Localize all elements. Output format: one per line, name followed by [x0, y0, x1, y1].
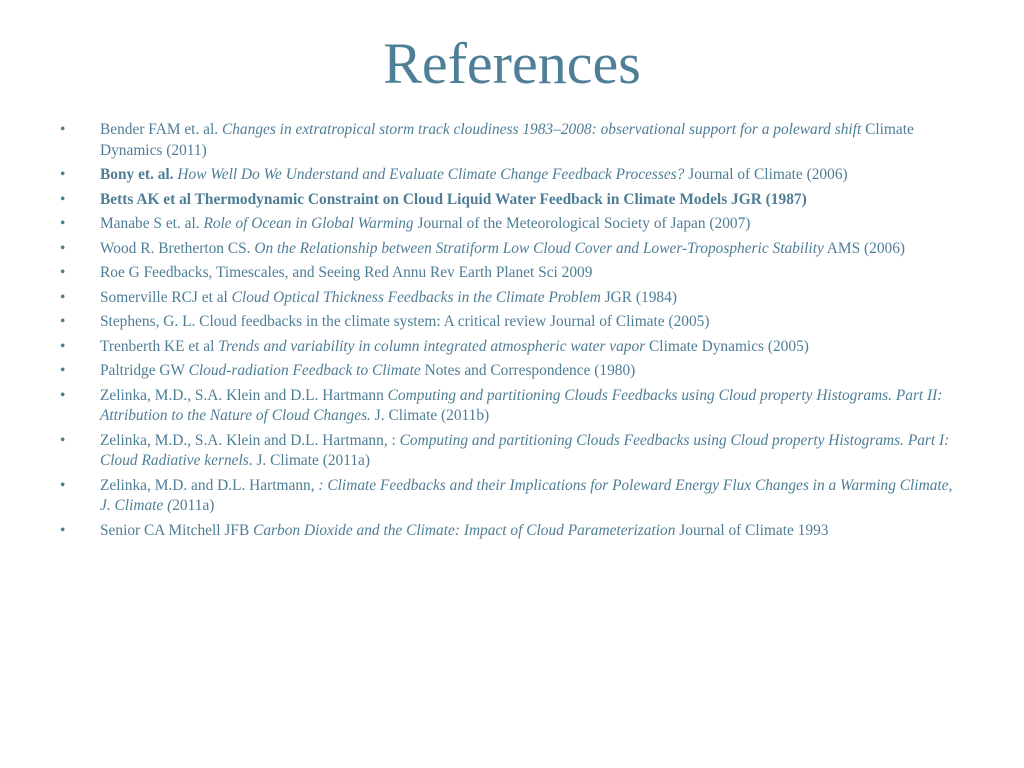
bullet-icon: •: [60, 521, 66, 539]
reference-text: On the Relationship between Stratiform Low Cloud Cover and Lower-Tropospheric Stability: [254, 239, 824, 257]
bullet-icon: •: [60, 215, 66, 232]
reference-text: Climate Dynamics (2005): [645, 337, 809, 355]
reference-list: [60, 120, 965, 545]
bullet-icon: •: [60, 264, 66, 281]
reference-text: Journal of Climate 1993: [675, 521, 829, 539]
bullet-icon: •: [60, 190, 66, 208]
reference-text: Bender FAM et. al.: [100, 121, 222, 138]
reference-text: Journal of the Meteorological Society of Japan (2007): [413, 215, 751, 232]
reference-text: Paltridge GW: [100, 362, 189, 379]
reference-item: [60, 386, 965, 427]
reference-item: [60, 288, 965, 309]
bullet-icon: •: [60, 166, 66, 183]
reference-text: J. Climate (2011b): [370, 407, 490, 424]
reference-item: [60, 476, 965, 517]
reference-text: Stephens, G. L. Cloud feedbacks in the climate system: A critical review Journal of Climate (2005): [100, 313, 710, 330]
reference-text: Betts AK et al Thermodynamic Constraint on Cloud Liquid Water Feedback in Climate Models JGR (1987): [100, 190, 807, 208]
reference-text: Trenberth KE et al: [100, 337, 219, 355]
reference-text: Computing and partitioning Clouds Feedbacks using Cloud property Histograms. Part II: Attribution to the Nature of Cloud Changes.: [100, 386, 943, 424]
reference-item: [60, 361, 965, 382]
reference-text: Zelinka, M.D., S.A. Klein and D.L. Hartmann: [100, 386, 388, 404]
reference-text: Role of Ocean in Global Warming: [203, 215, 414, 232]
bullet-icon: •: [60, 313, 66, 330]
bullet-icon: •: [60, 431, 66, 449]
reference-text: Trends and variability in column integrated atmospheric water vapor: [218, 337, 646, 355]
reference-text: Notes and Correspondence (1980): [420, 362, 636, 379]
reference-text: Somerville RCJ et al: [100, 288, 232, 306]
reference-text: Changes in extratropical storm track cloudiness 1983–2008: observational support for a poleward shift: [221, 121, 862, 138]
reference-item: [60, 337, 965, 358]
bullet-icon: •: [60, 476, 66, 494]
reference-item: [60, 190, 965, 211]
bullet-icon: •: [60, 121, 66, 138]
reference-text: : Climate Feedbacks and their Implications for Poleward Energy Flux Changes in a Warming Climate, J. Climate (: [100, 476, 953, 514]
reference-text: Zelinka, M.D. and D.L. Hartmann,: [100, 476, 319, 494]
reference-text: 2011a): [172, 497, 215, 514]
reference-text: Cloud-radiation Feedback to Climate: [188, 362, 421, 379]
slide-title: References: [383, 31, 641, 96]
reference-text: JGR (1984): [600, 288, 677, 306]
reference-item: [60, 312, 965, 333]
bullet-icon: •: [60, 239, 66, 257]
reference-text: . J. Climate (2011a): [248, 452, 370, 469]
reference-item: [60, 239, 965, 260]
bullet-icon: •: [60, 288, 66, 306]
reference-item: [60, 214, 965, 235]
reference-text: AMS (2006): [823, 239, 906, 257]
reference-item: [60, 431, 965, 472]
reference-text: Carbon Dioxide and the Climate: Impact of Cloud Parameterization: [253, 521, 676, 539]
bullet-icon: •: [60, 362, 66, 379]
reference-item: [60, 263, 965, 284]
reference-text: Roe G Feedbacks, Timescales, and Seeing Red Annu Rev Earth Planet Sci 2009: [100, 264, 593, 281]
reference-text: Climate Dynamics (2011): [100, 121, 914, 159]
reference-text: Manabe S et. al.: [100, 215, 204, 232]
bullet-icon: •: [60, 337, 66, 355]
reference-text: Computing and partitioning Clouds Feedbacks using Cloud property Histograms. Part I: Cloud Radiative kernels: [100, 431, 950, 469]
reference-item: [60, 521, 965, 542]
reference-text: Journal of Climate (2006): [684, 166, 848, 183]
reference-text: How Well Do We Understand and Evaluate Climate Change Feedback Processes?: [177, 166, 685, 183]
reference-text: Zelinka, M.D., S.A. Klein and D.L. Hartmann, :: [100, 431, 400, 449]
reference-text: Wood R. Bretherton CS.: [100, 239, 255, 257]
reference-text: Senior CA Mitchell JFB: [100, 521, 254, 539]
bullet-icon: •: [60, 386, 66, 404]
reference-text: Bony et. al.: [100, 166, 174, 183]
reference-item: [60, 120, 965, 161]
reference-item: [60, 165, 965, 186]
reference-text: Cloud Optical Thickness Feedbacks in the Climate Problem: [231, 288, 601, 306]
